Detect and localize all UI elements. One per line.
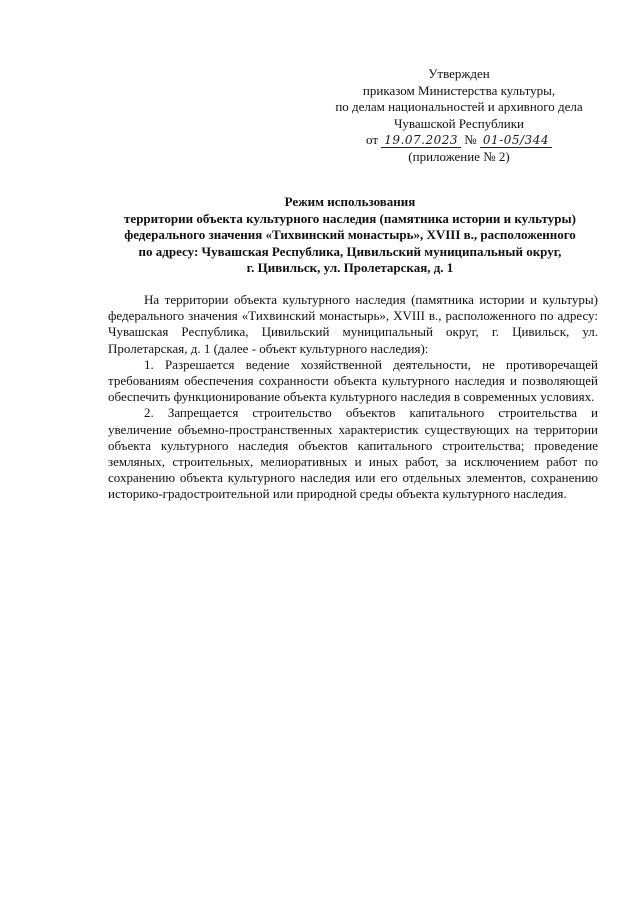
handwritten-date: 19.07.2023: [381, 134, 461, 148]
approval-heading: Утвержден: [428, 66, 490, 81]
title-line-1: Режим использования: [284, 194, 416, 209]
approval-republic-line: Чувашской Республики: [393, 115, 525, 131]
title-line-2: территории объекта культурного наследия (памятника истории и культуры): [124, 210, 576, 226]
appendix-label: (приложение № 2): [408, 148, 510, 164]
date-prefix: от: [366, 132, 379, 147]
document-title: [100, 194, 600, 277]
item-2-paragraph: 2. Запрещается строительство объектов капитального строительства и увеличение объемно-пространственных характеристик существующих на территории объекта культурного наследия объектов капитального строительства; проведение земляных, строительных, мелиоративных и иных работ, за исключением работ по сохранению объекта культурного наследия или его отдельных элементов, сохранению историко-градостроительной или природной среды объекта культурного наследия.: [108, 405, 598, 502]
title-line-5: г. Цивильск, ул. Пролетарская, д. 1: [246, 260, 454, 275]
approval-order-line: приказом Министерства культуры,: [362, 82, 556, 98]
document-body: [108, 292, 598, 503]
approval-ministry-line: по делам национальностей и архивного дела: [335, 99, 583, 114]
item-1-paragraph: 1. Разрешается ведение хозяйственной деятельности, не противоречащей требованиям обеспечения сохранности объекта культурного наследия и позволяющей обеспечить функционирование объекта культурного наследия в современных условиях.: [108, 356, 598, 405]
number-prefix: №: [464, 132, 477, 147]
title-line-3: федерального значения «Тихвинский монастырь», XVIII в., расположенного: [124, 227, 576, 242]
intro-paragraph: На территории объекта культурного наследия (памятника истории и культуры) федерального значения «Тихвинский монастырь», XVIII в., расположенного по адресу: Чувашская Республика, Цивильский муниципальный округ, г. Цивильск, ул. Пролетарская, д. 1 (далее - объект культурного наследия):: [108, 292, 598, 356]
title-line-4: по адресу: Чувашская Республика, Цивильский муниципальный округ,: [138, 243, 562, 259]
handwritten-number: 01-05/344: [480, 134, 552, 148]
approval-block: [320, 66, 598, 165]
approval-date-number-line: [320, 132, 598, 149]
